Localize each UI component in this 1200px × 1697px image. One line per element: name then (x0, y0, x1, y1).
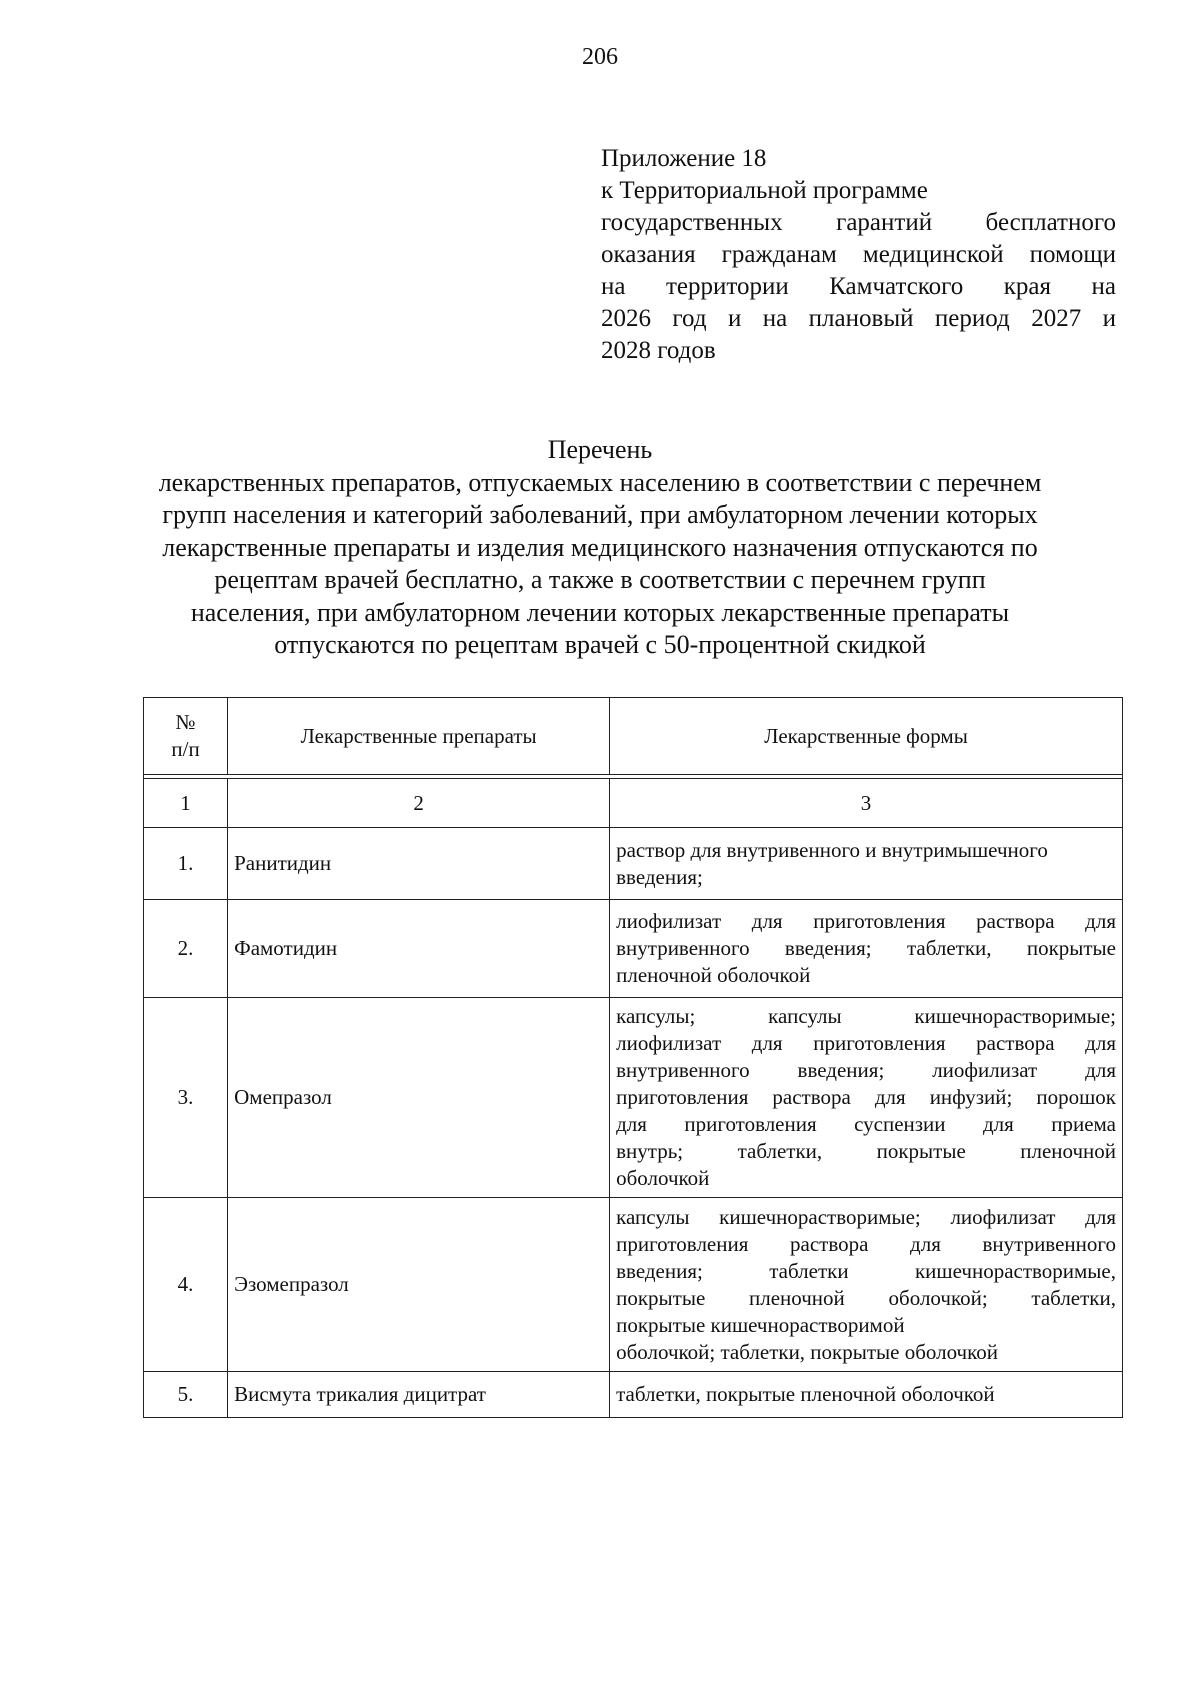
row-number: 5. (144, 1372, 228, 1418)
title-line: Перечень (547, 435, 653, 464)
appendix-line: к Территориальной программе (601, 177, 928, 204)
drug-name: Фамотидин (228, 900, 610, 998)
form-line: оболочкой; таблетки, покрытые оболочкой (616, 1339, 998, 1364)
table-row (144, 1372, 1123, 1418)
form-line: для приготовления суспензии для приема (616, 1112, 1116, 1136)
title-line: рецептам врачей бесплатно, а также в соответствии с перечнем групп (214, 565, 986, 594)
form-line: капсулы; капсулы кишечнорастворимые; (616, 1004, 1116, 1028)
drug-name: Ранитидин (228, 828, 610, 900)
title-line: лекарственных препаратов, отпускаемых населению в соответствии с перечнем (158, 467, 1042, 497)
table-row (144, 828, 1123, 900)
drug-name: Омепразол (228, 998, 610, 1198)
drug-table (143, 697, 1123, 1418)
header-drug: Лекарственные препараты (228, 698, 610, 775)
drug-forms (610, 828, 1123, 900)
form-line: покрытые кишечнорастворимой (616, 1312, 905, 1337)
drug-forms (610, 998, 1123, 1198)
header-num (144, 698, 228, 775)
appendix-header (601, 143, 1116, 367)
title-line: групп населения и категорий заболеваний, при амбулаторном лечении которых (162, 500, 1038, 529)
form-line: покрытые пленочной оболочкой; таблетки, (616, 1285, 1116, 1310)
drug-rows (144, 828, 1123, 1418)
title-line: отпускаются по рецептам врачей с 50-процентной скидкой (274, 630, 926, 659)
drug-forms (610, 1198, 1123, 1372)
form-line: внутрь; таблетки, покрытые пленочной (616, 1139, 1116, 1163)
document-title (100, 434, 1100, 662)
header-form: Лекарственные формы (610, 698, 1123, 775)
form-line: таблетки, покрытые пленочной оболочкой (616, 1382, 995, 1406)
table-row (144, 1198, 1123, 1372)
form-line: введения; (616, 864, 703, 889)
table-header-row (144, 698, 1123, 775)
form-line: лиофилизат для приготовления раствора для (616, 1031, 1116, 1055)
form-line: внутривенного введения; лиофилизат для (616, 1058, 1116, 1082)
form-line: приготовления раствора для внутривенного (616, 1231, 1116, 1256)
table-row (144, 998, 1123, 1198)
form-line: лиофилизат для приготовления раствора для (616, 909, 1116, 933)
appendix-line: Приложение 18 (601, 145, 767, 172)
form-line: раствор для внутривенного и внутримышечного (616, 837, 1048, 862)
index-cell: 2 (228, 779, 610, 828)
appendix-line: 2026 год и на плановый период 2027 и (601, 305, 1116, 332)
appendix-line: государственных гарантий бесплатного (601, 209, 1116, 236)
row-number: 4. (144, 1198, 228, 1372)
index-cell: 3 (610, 779, 1123, 828)
index-cell: 1 (144, 779, 228, 828)
page-number: 206 (582, 44, 618, 70)
drug-name: Висмута трикалия дицитрат (228, 1372, 610, 1418)
row-number: 3. (144, 998, 228, 1198)
header-num-line2: п/п (171, 737, 200, 761)
drug-name: Эзомепразол (228, 1198, 610, 1372)
drug-forms (610, 900, 1123, 998)
table-row (144, 900, 1123, 998)
appendix-line: 2028 годов (601, 337, 716, 364)
row-number: 2. (144, 900, 228, 998)
form-line: приготовления раствора для инфузий; порошок (616, 1085, 1116, 1109)
title-line: населения, при амбулаторном лечении которых лекарственные препараты (190, 597, 1010, 627)
form-line: капсулы кишечнорастворимые; лиофилизат для (616, 1204, 1116, 1229)
form-line: оболочкой (616, 1166, 710, 1190)
index-row (144, 779, 1123, 828)
form-line: введения; таблетки кишечнорастворимые, (616, 1258, 1116, 1283)
row-number: 1. (144, 828, 228, 900)
form-line: внутривенного введения; таблетки, покрытые (616, 936, 1116, 960)
drug-forms (610, 1372, 1123, 1418)
header-num-line1: № (175, 710, 196, 734)
appendix-line: оказания гражданам медицинской помощи (601, 241, 1116, 268)
title-line: лекарственные препараты и изделия медицинского назначения отпускаются по (162, 532, 1038, 562)
form-line: пленочной оболочкой (616, 963, 811, 987)
appendix-line: на территории Камчатского края на (601, 273, 1116, 300)
